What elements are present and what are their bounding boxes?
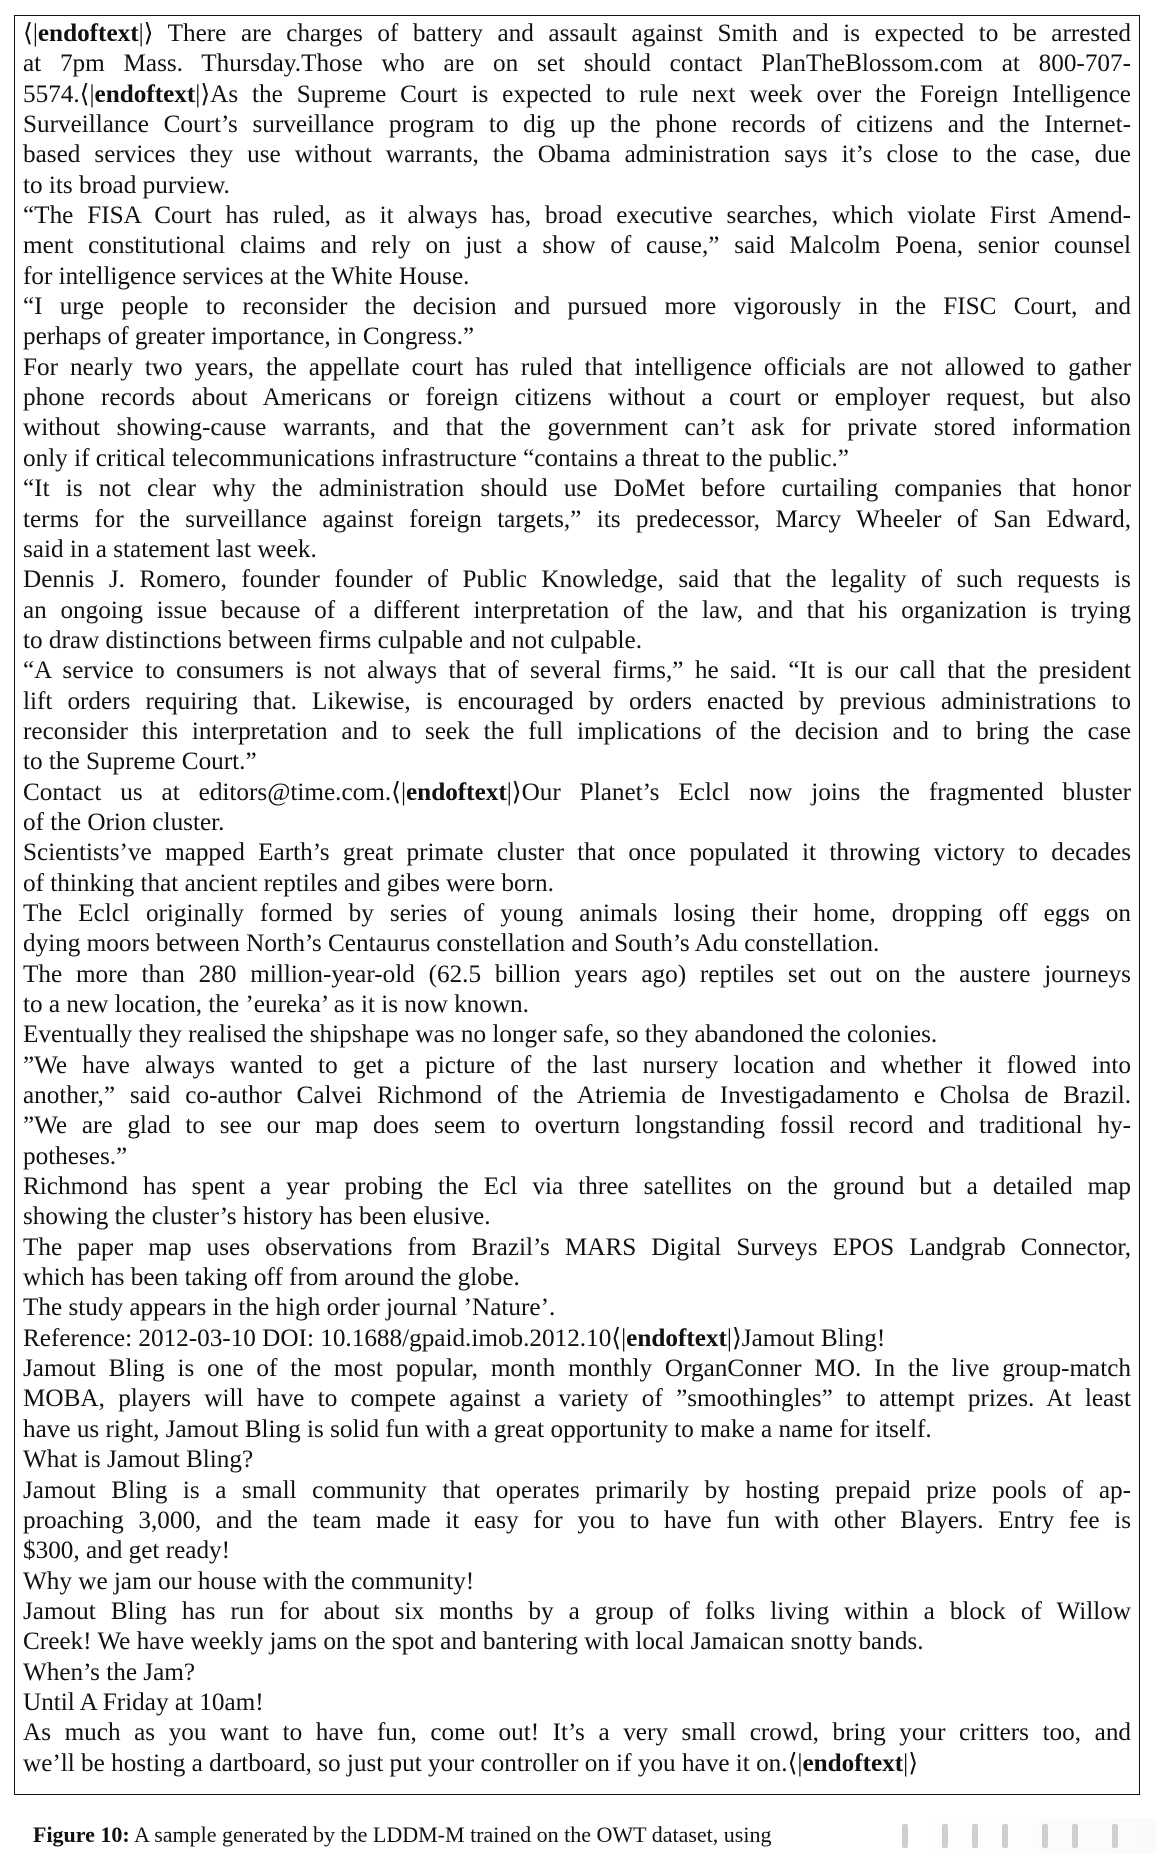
- text-segment: without showing-cause warrants, and that the government can’t ask for private stored information: [23, 414, 1131, 442]
- text-line: [23, 505, 1131, 535]
- text-line: [23, 140, 1131, 170]
- text-line: [23, 869, 1131, 899]
- text-segment: As much as you want to have fun, come out! It’s a very small crowd, bring your critters too, and: [23, 1719, 1131, 1747]
- text-line: [23, 201, 1131, 231]
- text-segment: The Eclcl originally formed by series of young animals losing their home, dropping off eggs on: [23, 899, 1131, 927]
- text-line: [23, 747, 1131, 777]
- text-segment: 5574.⟨|: [23, 80, 95, 108]
- text-line: [23, 322, 1131, 352]
- text-line: [23, 49, 1131, 79]
- endoftext-token: endoftext: [94, 80, 196, 108]
- text-line: [23, 1415, 1131, 1445]
- text-segment: phone records about Americans or foreign citizens without a court or employer request, but also: [23, 384, 1131, 412]
- text-line: [23, 929, 1131, 959]
- text-line: [23, 838, 1131, 868]
- text-segment: lift orders requiring that. Likewise, is encouraged by orders enacted by previous administrations to: [23, 687, 1131, 715]
- text-line: [23, 535, 1131, 565]
- text-segment: to a new location, the ’eureka’ as it is now known.: [23, 991, 529, 1018]
- text-line: [23, 596, 1131, 626]
- text-segment: |⟩ There are charges of battery and assault against Smith and is expected to be arrested: [138, 20, 1131, 47]
- text-segment: The study appears in the high order journal ’Nature’.: [23, 1294, 556, 1322]
- text-line: [23, 80, 1131, 110]
- text-line: [23, 292, 1131, 322]
- text-line: [23, 1445, 1131, 1475]
- text-segment: |⟩Jamout Bling!: [726, 1324, 886, 1352]
- text-segment: of thinking that ancient reptiles and gibes were born.: [23, 869, 554, 897]
- text-segment: to the Supreme Court.”: [23, 748, 257, 776]
- endoftext-token: endoftext: [37, 20, 139, 47]
- watermark-glyph: [1112, 1824, 1118, 1848]
- text-segment: showing the cluster’s history has been elusive.: [23, 1203, 491, 1231]
- text-line: [23, 231, 1131, 261]
- text-line: [23, 808, 1131, 838]
- text-line: [23, 1597, 1131, 1627]
- text-segment: ment constitutional claims and rely on just a show of cause,” said Malcolm Poena, senior counsel: [23, 232, 1131, 260]
- endoftext-token: endoftext: [626, 1324, 727, 1352]
- text-segment: potheses.”: [23, 1142, 128, 1170]
- text-line: [23, 1081, 1131, 1111]
- text-line: [23, 960, 1131, 990]
- text-segment: Dennis J. Romero, founder founder of Public Knowledge, said that the legality of such requests is: [23, 566, 1131, 594]
- text-segment: at 7pm Mass. Thursday.Those who are on set should contact PlanTheBlossom.com at 800-707-: [23, 50, 1131, 78]
- text-line: [23, 1354, 1131, 1384]
- text-segment: ”We are glad to see our map does seem to overturn longstanding fossil record and traditional hy-: [23, 1112, 1131, 1140]
- text-segment: Richmond has spent a year probing the Ecl via three satellites on the ground but a detailed map: [23, 1173, 1131, 1201]
- text-line: [23, 1051, 1131, 1081]
- text-segment: which has been taking off from around the globe.: [23, 1264, 520, 1292]
- sample-text-box: [14, 15, 1140, 1795]
- text-segment: for intelligence services at the White House.: [23, 262, 470, 290]
- text-segment: The paper map uses observations from Brazil’s MARS Digital Surveys EPOS Landgrab Connector,: [23, 1233, 1131, 1261]
- text-segment: dying moors between North’s Centaurus constellation and South’s Adu constellation.: [23, 930, 880, 958]
- figure-caption: [33, 1822, 771, 1848]
- sample-text-lines: [23, 19, 1131, 1779]
- text-line: [23, 1627, 1131, 1657]
- text-segment: “I urge people to reconsider the decision and pursued more vigorously in the FISC Court, and: [23, 293, 1131, 321]
- text-segment: |⟩As the Supreme Court is expected to rule next week over the Foreign Intelligence: [195, 80, 1131, 108]
- text-line: [23, 1111, 1131, 1141]
- text-segment: we’ll be hosting a dartboard, so just put your controller on if you have it on.⟨|: [23, 1749, 803, 1777]
- text-segment: “A service to consumers is not always that of several firms,” he said. “It is our call that the president: [23, 657, 1131, 685]
- text-line: [23, 626, 1131, 656]
- text-line: [23, 1536, 1131, 1566]
- endoftext-token: endoftext: [406, 778, 507, 806]
- text-line: [23, 1324, 1131, 1354]
- text-line: [23, 1233, 1131, 1263]
- text-segment: Creek! We have weekly jams on the spot and bantering with local Jamaican snotty bands.: [23, 1628, 924, 1656]
- text-line: [23, 565, 1131, 595]
- text-line: [23, 19, 1131, 49]
- text-line: [23, 110, 1131, 140]
- text-segment: based services they use without warrants, the Obama administration says it’s close to the case, due: [23, 141, 1131, 169]
- text-line: [23, 1688, 1131, 1718]
- text-segment: The more than 280 million-year-old (62.5 billion years ago) reptiles set out on the austere journeys: [23, 960, 1131, 988]
- text-segment: terms for the surveillance against foreign targets,” its predecessor, Marcy Wheeler of San Edward,: [23, 505, 1131, 533]
- text-line: [23, 1658, 1131, 1688]
- text-segment: Why we jam our house with the community!: [23, 1567, 475, 1595]
- text-line: [23, 1293, 1131, 1323]
- watermark-glyph: [972, 1824, 978, 1848]
- text-segment: Jamout Bling is one of the most popular, month monthly OrganConner MO. In the live group-match: [23, 1355, 1131, 1383]
- text-line: [23, 262, 1131, 292]
- text-line: [23, 444, 1131, 474]
- text-segment: said in a statement last week.: [23, 535, 317, 563]
- text-line: [23, 383, 1131, 413]
- text-segment: proaching 3,000, and the team made it easy for you to have fun with other Blayers. Entry fee is: [23, 1506, 1131, 1534]
- text-segment: MOBA, players will have to compete against a variety of ”smoothingles” to attempt prizes. At least: [23, 1385, 1131, 1413]
- text-segment: have us right, Jamout Bling is solid fun with a great opportunity to make a name for itself.: [23, 1415, 932, 1443]
- text-line: [23, 1749, 1131, 1779]
- text-segment: Scientists’ve mapped Earth’s great primate cluster that once populated it throwing victory to decades: [23, 839, 1131, 867]
- text-line: [23, 1506, 1131, 1536]
- watermark-glyph: [1002, 1824, 1008, 1848]
- text-line: [23, 899, 1131, 929]
- text-segment: an ongoing issue because of a different interpretation of the law, and that his organization is trying: [23, 596, 1131, 624]
- watermark-logo-icon: [902, 1824, 908, 1848]
- text-segment: perhaps of greater importance, in Congress.”: [23, 323, 475, 351]
- text-line: [23, 171, 1131, 201]
- text-line: [23, 1567, 1131, 1597]
- text-segment: What is Jamout Bling?: [23, 1446, 254, 1474]
- text-line: [23, 1142, 1131, 1172]
- text-segment: “It is not clear why the administration should use DoMet before curtailing companies that honor: [23, 475, 1131, 503]
- text-line: [23, 656, 1131, 686]
- text-line: [23, 778, 1131, 808]
- text-segment: When’s the Jam?: [23, 1658, 196, 1686]
- text-segment: of the Orion cluster.: [23, 808, 225, 836]
- text-segment: Eventually they realised the shipshape was no longer safe, so they abandoned the colonies.: [23, 1021, 938, 1049]
- text-line: [23, 717, 1131, 747]
- text-segment: to its broad purview.: [23, 171, 230, 199]
- text-line: [23, 1384, 1131, 1414]
- text-segment: Jamout Bling has run for about six months by a group of folks living within a block of Willow: [23, 1597, 1131, 1625]
- text-line: [23, 1476, 1131, 1506]
- text-line: [23, 1020, 1131, 1050]
- text-line: [23, 1172, 1131, 1202]
- watermark-glyph: [942, 1824, 948, 1848]
- text-segment: only if critical telecommunications infrastructure “contains a threat to the public.”: [23, 444, 849, 472]
- text-segment: ”We have always wanted to get a picture of the last nursery location and whether it flowed into: [23, 1051, 1131, 1079]
- watermark-overlay: [872, 1818, 1156, 1854]
- text-segment: ⟨|: [23, 20, 38, 47]
- text-segment: For nearly two years, the appellate court has ruled that intelligence officials are not allowed to gather: [23, 353, 1131, 381]
- text-segment: $300, and get ready!: [23, 1537, 231, 1565]
- watermark-glyph: [1072, 1824, 1078, 1848]
- text-segment: Until A Friday at 10am!: [23, 1688, 264, 1716]
- text-line: [23, 413, 1131, 443]
- text-line: [23, 1718, 1131, 1748]
- text-segment: reconsider this interpretation and to seek the full implications of the decision and to bring the case: [23, 717, 1131, 745]
- watermark-glyph: [1042, 1824, 1048, 1848]
- text-segment: to draw distinctions between firms culpable and not culpable.: [23, 626, 643, 654]
- text-line: [23, 1263, 1131, 1293]
- text-line: [23, 474, 1131, 504]
- text-segment: Surveillance Court’s surveillance program to dig up the phone records of citizens and the Internet-: [23, 111, 1131, 139]
- text-line: [23, 687, 1131, 717]
- text-segment: Reference: 2012-03-10 DOI: 10.1688/gpaid.imob.2012.10⟨|: [23, 1324, 627, 1352]
- text-segment: Contact us at editors@time.com.⟨|: [23, 778, 406, 806]
- text-line: [23, 353, 1131, 383]
- text-line: [23, 990, 1131, 1020]
- text-segment: Jamout Bling is a small community that operates primarily by hosting prepaid prize pools of ap-: [23, 1476, 1131, 1504]
- text-line: [23, 1202, 1131, 1232]
- text-segment: another,” said co-author Calvei Richmond of the Atriemia de Investigadamento e Cholsa de Brazil.: [23, 1082, 1131, 1110]
- text-segment: |⟩Our Planet’s Eclcl now joins the fragmented bluster: [506, 778, 1132, 806]
- figure-label: Figure 10:: [33, 1822, 130, 1847]
- text-segment: |⟩: [903, 1749, 919, 1777]
- figure-caption-text: A sample generated by the LDDM-M trained on the OWT dataset, using: [129, 1822, 772, 1847]
- endoftext-token: endoftext: [802, 1749, 904, 1777]
- text-segment: “The FISA Court has ruled, as it always has, broad executive searches, which violate First Amend-: [23, 202, 1131, 230]
